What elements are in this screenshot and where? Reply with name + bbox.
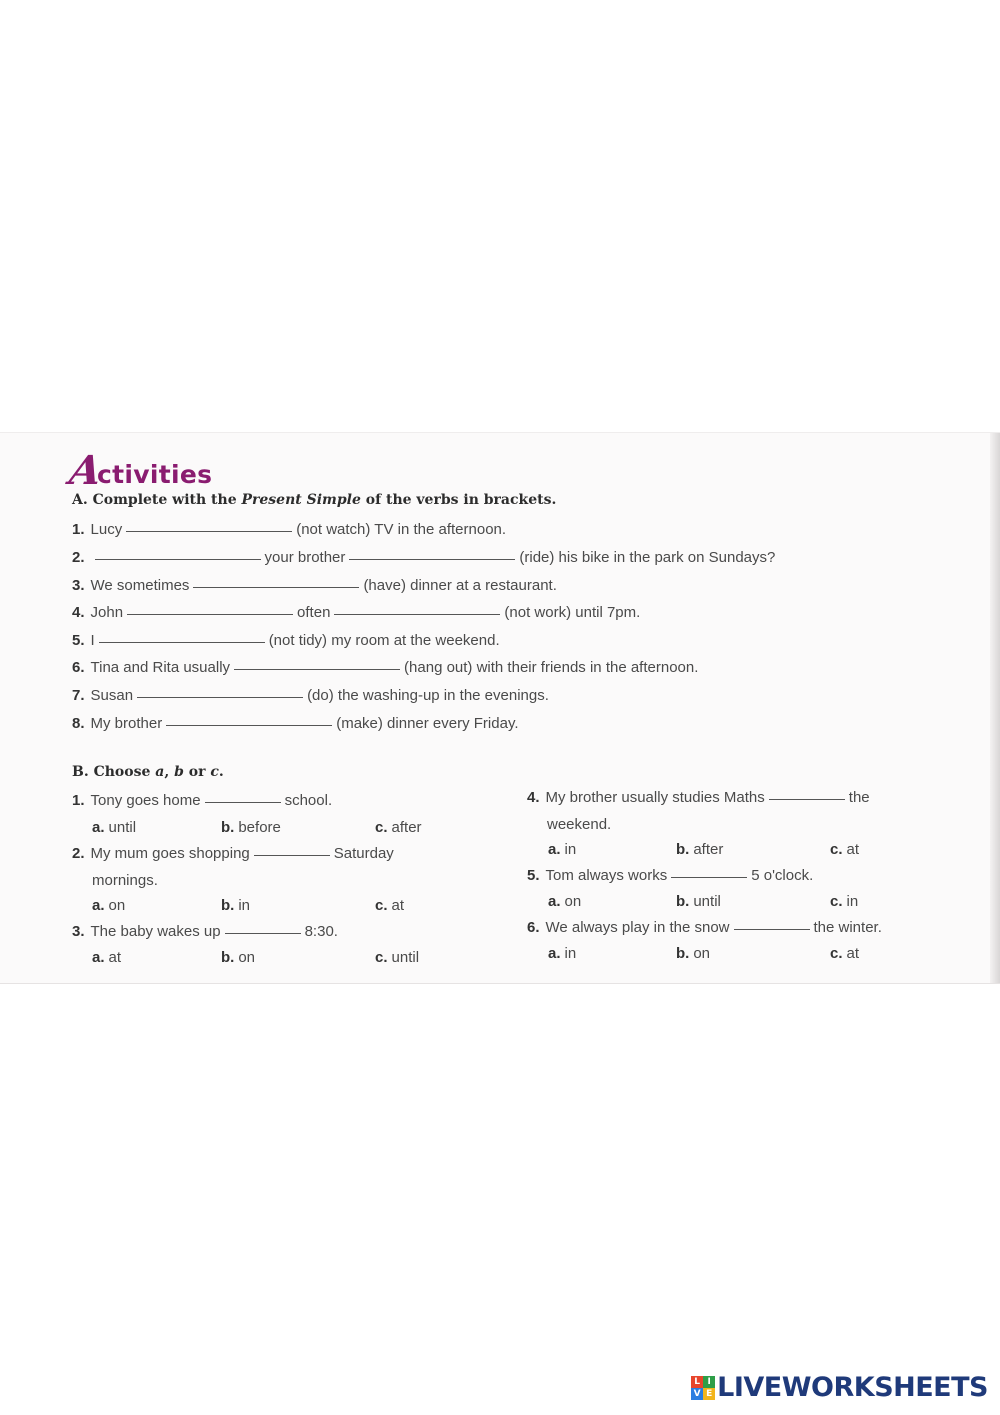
item-number: 2. [72,845,85,862]
answer-blank[interactable] [349,558,515,560]
answer-blank[interactable] [254,854,330,856]
logo-mark-letter: E [703,1388,715,1400]
option-letter: a. [548,945,561,962]
option-text: in [564,841,577,858]
answer-blank[interactable] [671,876,747,878]
answer-blank[interactable] [99,641,265,643]
item-text: weekend. [547,816,612,833]
item-text: I [90,632,95,649]
option-letter: c. [830,841,843,858]
item-number: 6. [527,919,540,936]
item-text: (not tidy) my room at the weekend. [268,632,500,649]
option-text: before [238,819,281,836]
option-letter: b. [676,893,690,910]
exercise-a-item-5 [72,632,500,649]
liveworksheets-logo-icon [691,1376,715,1400]
instruction-italic: c [210,764,219,780]
option-c[interactable] [375,819,422,836]
option-text: at [391,897,405,914]
item-text: My mum goes shopping [90,845,250,862]
logo-text: LIVEWORKSHEETS [717,1372,988,1403]
item-text: Susan [90,687,134,704]
item-text: (not watch) TV in the afternoon. [296,521,507,538]
option-c[interactable] [830,893,858,910]
item-number: 5. [72,632,85,649]
instruction-italic: a [155,764,165,780]
exercise-a-item-7 [72,687,549,704]
item-number: 4. [527,789,540,806]
option-b[interactable] [221,819,281,836]
exercise-a-item-8 [72,715,519,732]
item-text: the [848,789,870,806]
item-text: your brother [264,549,346,566]
section-b-instruction [72,764,224,780]
answer-blank[interactable] [205,801,281,803]
exercise-b-question-6 [527,919,882,936]
instruction-italic: b [174,764,184,780]
option-letter: a. [92,897,105,914]
exercise-a-item-2 [72,549,775,566]
option-c[interactable] [375,897,404,914]
item-number: 3. [72,577,85,594]
instruction-italic: Present Simple [241,492,361,508]
title-rest: ctivities [97,460,213,489]
option-letter: a. [92,949,105,966]
option-letter: c. [375,897,388,914]
option-letter: a. [548,893,561,910]
item-number: 6. [72,659,85,676]
option-letter: c. [830,945,843,962]
option-letter: b. [221,949,235,966]
item-text: the winter. [813,919,882,936]
option-a[interactable] [92,897,125,914]
item-text: We sometimes [90,577,190,594]
exercise-b-question-2 [72,845,394,862]
option-letter: a. [92,819,105,836]
instruction-text: A. Complete with the [72,492,242,508]
instruction-text: or [183,764,211,780]
item-text: often [297,604,331,621]
instruction-text: of the verbs in brackets. [360,492,557,508]
item-text: (hang out) with their friends in the afternoon. [404,659,699,676]
item-text: 5 o'clock. [751,867,814,884]
option-b[interactable] [676,945,710,962]
item-text: My brother usually studies Maths [545,789,765,806]
exercise-b-question-1 [72,792,332,809]
logo-mark-letter: V [691,1388,703,1400]
item-text: (have) dinner at a restaurant. [363,577,557,594]
answer-blank[interactable] [234,668,400,670]
title-initial: A [66,447,105,494]
option-text: until [108,819,137,836]
option-a[interactable] [92,949,121,966]
liveworksheets-logo[interactable] [691,1372,988,1403]
item-number: 5. [527,867,540,884]
option-letter: b. [676,945,690,962]
item-text: school. [284,792,333,809]
worksheet-scan [0,432,1000,984]
page-edge-shadow [990,433,1000,983]
exercise-b-question-3 [72,923,338,940]
answer-blank[interactable] [127,613,293,615]
item-text: (not work) until 7pm. [504,604,641,621]
option-c[interactable] [375,949,419,966]
option-text: at [846,841,860,858]
instruction-text: B. Choose [72,764,156,780]
item-text: Tony goes home [90,792,201,809]
option-letter: a. [548,841,561,858]
item-text: Tina and Rita usually [90,659,231,676]
item-text: (make) dinner every Friday. [336,715,519,732]
option-text: after [391,819,422,836]
option-text: on [238,949,256,966]
item-text: The baby wakes up [90,923,221,940]
question-2-continuation [92,872,158,889]
option-b[interactable] [676,841,723,858]
option-text: until [693,893,721,910]
exercise-b-question-5 [527,867,813,884]
item-number: 7. [72,687,85,704]
exercise-a-item-6 [72,659,698,676]
item-number: 2. [72,549,85,566]
option-letter: c. [375,819,388,836]
option-letter: b. [221,897,235,914]
option-b[interactable] [676,893,721,910]
exercise-a-item-3 [72,577,557,594]
instruction-text: . [218,764,224,780]
item-number: 1. [72,792,85,809]
option-text: until [391,949,420,966]
item-text: Tom always works [545,867,668,884]
item-number: 4. [72,604,85,621]
option-text: in [846,893,859,910]
option-a[interactable] [548,841,576,858]
item-text: 8:30. [304,923,338,940]
item-text: My brother [90,715,163,732]
answer-blank[interactable] [334,613,500,615]
answer-blank[interactable] [95,558,261,560]
option-text: at [108,949,122,966]
question-4-continuation [547,816,611,833]
item-text: Saturday [333,845,394,862]
logo-mark-letter: L [691,1376,703,1388]
exercise-b-question-4 [527,789,870,806]
option-text: at [846,945,860,962]
answer-blank[interactable] [193,586,359,588]
answer-blank[interactable] [225,932,301,934]
item-text: We always play in the snow [545,919,730,936]
option-text: on [108,897,126,914]
option-text: on [693,945,711,962]
answer-blank[interactable] [734,928,810,930]
option-text: in [564,945,577,962]
item-text: (ride) his bike in the park on Sundays? [519,549,776,566]
option-text: after [693,841,724,858]
option-text: on [564,893,582,910]
option-letter: c. [830,893,843,910]
option-c[interactable] [830,945,859,962]
answer-blank[interactable] [769,798,845,800]
option-a[interactable] [92,819,136,836]
item-text: Lucy [90,521,123,538]
item-text: John [90,604,124,621]
section-a-instruction [72,492,556,508]
option-text: in [238,897,251,914]
item-number: 1. [72,521,85,538]
option-letter: c. [375,949,388,966]
answer-blank[interactable] [137,696,303,698]
item-text: mornings. [92,872,158,889]
option-b[interactable] [221,949,255,966]
item-text: (do) the washing-up in the evenings. [307,687,549,704]
activities-title [66,441,213,494]
option-b[interactable] [221,897,250,914]
item-number: 8. [72,715,85,732]
exercise-a-item-4 [72,604,640,621]
exercise-a-item-1 [72,521,506,538]
instruction-text: , [164,764,175,780]
item-number: 3. [72,923,85,940]
option-a[interactable] [548,893,581,910]
option-letter: b. [221,819,235,836]
option-letter: b. [676,841,690,858]
option-a[interactable] [548,945,576,962]
logo-mark-letter: I [703,1376,715,1388]
answer-blank[interactable] [166,724,332,726]
answer-blank[interactable] [126,530,292,532]
option-c[interactable] [830,841,859,858]
